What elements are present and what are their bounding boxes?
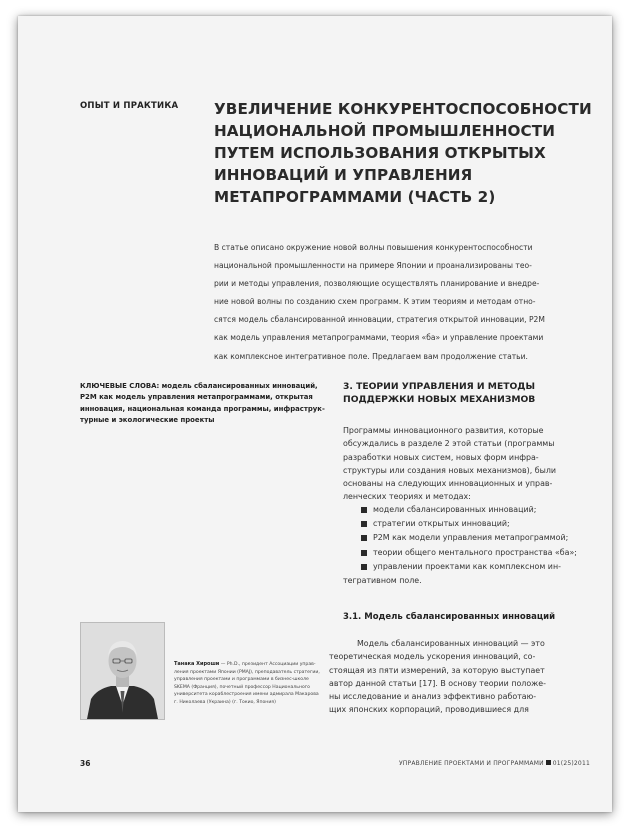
heading-line: 3. ТЕОРИИ УПРАВЛЕНИЯ И МЕТОДЫ bbox=[343, 381, 536, 392]
body-line: Модель сбалансированных инноваций — это bbox=[357, 639, 545, 648]
list-item: теории общего ментального пространства «ба»; bbox=[343, 546, 599, 560]
abstract-line: как модель управления метапрограммами, теория «ба» и управление проектами bbox=[214, 333, 544, 343]
author-bio bbox=[174, 661, 334, 707]
body-line: структуры или создания новых механизмов), были bbox=[343, 465, 557, 475]
author-portrait-icon bbox=[81, 623, 164, 719]
bio-line: — Ph.D., президент Ассоциации управ- bbox=[219, 662, 316, 667]
bio-line: университета кораблестроения имени адмирала Макарова bbox=[174, 692, 319, 698]
bullet-square-icon bbox=[361, 564, 367, 570]
list-item: модели сбалансированных инноваций; bbox=[343, 503, 599, 517]
title-line: УВЕЛИЧЕНИЕ КОНКУРЕНТОСПОСОБНОСТИ bbox=[214, 100, 592, 118]
abstract-line: национальной промышленности на примере Японии и проанализированы тео- bbox=[214, 261, 532, 271]
list-item: стратегии открытых инноваций; bbox=[343, 517, 599, 531]
bio-line: управления проектами и программами в бизнес-школе bbox=[174, 677, 309, 683]
body-line: щих японских корпораций, проводившиеся для bbox=[329, 705, 529, 715]
journal-name: УПРАВЛЕНИЕ ПРОЕКТАМИ И ПРОГРАММАМИ bbox=[398, 760, 544, 767]
keywords bbox=[80, 381, 330, 427]
list-item: управлении проектами как комплексном ин- тегративном поле. bbox=[343, 561, 561, 586]
abstract-line: ние новой волны по созданию схем программ. К этим теориям и методам отно- bbox=[214, 297, 536, 307]
journal-page bbox=[18, 16, 612, 812]
bullet-square-icon bbox=[361, 550, 367, 556]
section-3-1-body bbox=[329, 637, 599, 717]
bullet-square-icon bbox=[361, 521, 367, 527]
section-3-heading bbox=[343, 380, 593, 406]
bio-line: SKEMA (Франция), почетный профессор Национального bbox=[174, 684, 310, 690]
separator-square-icon bbox=[546, 760, 551, 765]
body-line: стоящая из пяти измерений, за которую выступает bbox=[329, 665, 545, 675]
abstract-line: рии и методы управления, позволяющие осуществлять планирование и внедре- bbox=[214, 279, 540, 289]
page-number: 36 bbox=[80, 759, 91, 768]
keywords-line: инновация, национальная команда программы, инфраструк- bbox=[80, 404, 325, 413]
bullet-square-icon bbox=[361, 507, 367, 513]
footer-journal bbox=[399, 760, 590, 767]
keywords-line: КЛЮЧЕВЫЕ СЛОВА: модель сбалансированных инноваций, bbox=[80, 382, 318, 390]
article-title bbox=[214, 98, 594, 208]
author-name: Танака Хироши bbox=[174, 661, 220, 667]
theories-list bbox=[343, 503, 599, 588]
body-line: Программы инновационного развития, которые bbox=[343, 426, 544, 435]
list-item: P2M как модели управления метапрограммой; bbox=[343, 531, 599, 545]
abstract bbox=[214, 239, 593, 366]
bio-line: г. Николаева (Украина) (г. Токио, Япония) bbox=[174, 699, 276, 705]
title-line: МЕТАПРОГРАММАМИ (ЧАСТЬ 2) bbox=[214, 188, 496, 206]
journal-issue: 01(25)2011 bbox=[552, 760, 590, 767]
keywords-line: турные и экологические проекты bbox=[80, 416, 215, 425]
keywords-line: P2M как модель управления метапрограммами, открытая bbox=[80, 393, 313, 402]
title-line: НАЦИОНАЛЬНОЙ ПРОМЫШЛЕННОСТИ bbox=[214, 122, 556, 140]
abstract-line: В статье описано окружение новой волны повышения конкурентоспособности bbox=[214, 243, 533, 252]
abstract-line: как комплексное интегративное поле. Предлагаем вам продолжение статьи. bbox=[214, 351, 528, 361]
section-label: ОПЫТ И ПРАКТИКА bbox=[80, 101, 179, 111]
title-line: ПУТЕМ ИСПОЛЬЗОВАНИЯ ОТКРЫТЫХ bbox=[214, 144, 546, 162]
section-3-1-heading: 3.1. Модель сбалансированных инноваций bbox=[343, 612, 556, 622]
body-line: основаны на следующих инновационных и управ- bbox=[343, 479, 553, 489]
section-3-intro bbox=[343, 424, 599, 504]
body-line: ленческих теориях и методах: bbox=[343, 492, 471, 502]
heading-line: ПОДДЕРЖКИ НОВЫХ МЕХАНИЗМОВ bbox=[343, 394, 536, 405]
bullet-square-icon bbox=[361, 535, 367, 541]
abstract-line: сятся модель сбалансированной инновации, стратегия открытой инновации, P2M bbox=[214, 315, 545, 325]
author-photo bbox=[80, 622, 165, 720]
body-line: ны исследование и анализ эффективно работаю- bbox=[329, 692, 537, 702]
body-line: автор данной статьи [17]. В основу теории положе- bbox=[329, 678, 546, 688]
title-line: ИННОВАЦИЙ И УПРАВЛЕНИЯ bbox=[214, 166, 473, 184]
body-line: обсуждались в разделе 2 этой статьи (программы bbox=[343, 439, 555, 449]
bio-line: ления проектами Японии (PMAJ), преподаватель стратегии, bbox=[174, 669, 320, 675]
body-line: теоретическая модель ускорения инноваций, со- bbox=[329, 652, 536, 662]
body-line: разработки новых систем, новых форм инфра- bbox=[343, 452, 539, 462]
